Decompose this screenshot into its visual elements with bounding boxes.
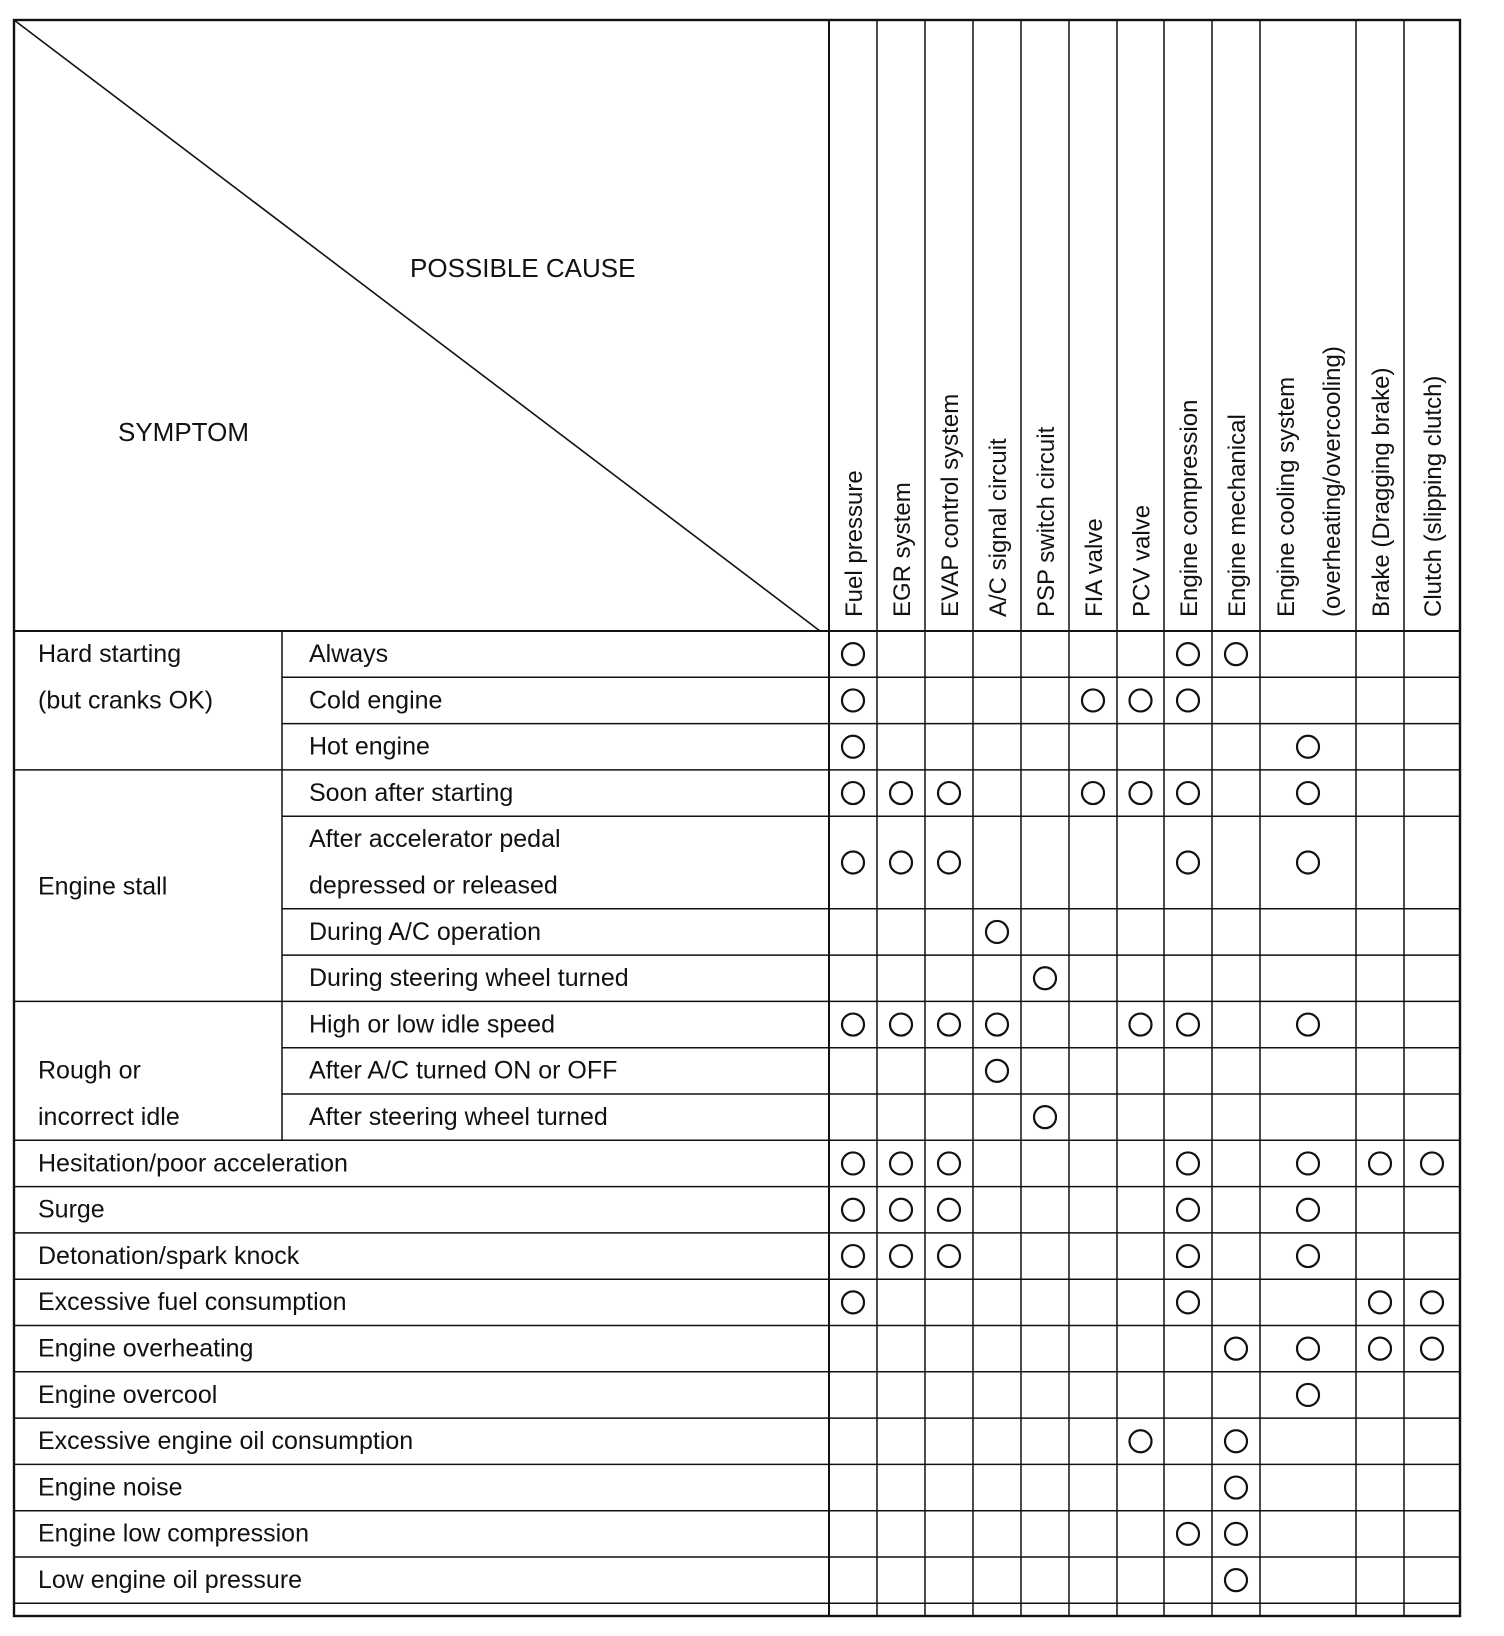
symptom-label: Hesitation/poor acceleration [38, 1149, 348, 1178]
symptom-label: Surge [38, 1195, 105, 1224]
cause-header-label: A/C signal circuit [985, 438, 1012, 617]
cause-mark [986, 1014, 1008, 1036]
cause-header [985, 438, 1012, 617]
cause-header [1368, 368, 1395, 617]
cause-mark [1177, 1245, 1199, 1267]
cause-mark [938, 852, 960, 874]
cause-mark [842, 782, 864, 804]
cause-header [1224, 414, 1251, 617]
cause-mark [986, 921, 1008, 943]
cause-mark [1177, 689, 1199, 711]
symptom-detail: Soon after starting [309, 778, 514, 807]
cause-mark [1177, 1199, 1199, 1221]
cause-mark [842, 1245, 864, 1267]
symptom-detail: After A/C turned ON or OFF [309, 1056, 618, 1085]
cause-mark [1177, 1291, 1199, 1313]
cause-mark [938, 1199, 960, 1221]
cause-mark [1297, 1014, 1319, 1036]
cause-mark [938, 782, 960, 804]
cause-mark [890, 1014, 912, 1036]
symptom-group-label: Hard starting [38, 640, 182, 668]
cause-mark [890, 852, 912, 874]
cause-header-label: EVAP control system [937, 393, 964, 617]
cause-mark [842, 852, 864, 874]
cause-header [1176, 400, 1203, 617]
cause-header-label: Engine mechanical [1224, 414, 1251, 617]
cause-mark [1225, 1523, 1247, 1545]
cause-mark [890, 782, 912, 804]
cause-mark [1177, 643, 1199, 665]
cause-header-label: PCV valve [1128, 504, 1156, 617]
cause-header [1033, 426, 1060, 617]
cause-header-label: Brake (Dragging brake) [1368, 367, 1395, 617]
symptom-detail: After accelerator pedal [309, 825, 561, 854]
cause-header [1129, 505, 1156, 617]
symptom-label: Engine overheating [38, 1334, 254, 1363]
cause-mark [938, 1245, 960, 1267]
cause-mark [842, 1014, 864, 1036]
table-border [14, 20, 1460, 1616]
cause-mark [938, 1152, 960, 1174]
symptom-detail: During A/C operation [309, 917, 542, 946]
symptom-detail: depressed or released [309, 871, 558, 900]
symptom-labels [38, 640, 629, 1594]
cause-mark [890, 1245, 912, 1267]
cause-mark [986, 1060, 1008, 1082]
cause-mark [1297, 852, 1319, 874]
cause-mark [1034, 967, 1056, 989]
symptom-label: Engine low compression [38, 1519, 309, 1548]
cause-header [889, 482, 916, 617]
cause-mark [842, 1152, 864, 1174]
symptom-detail: During steering wheel turned [309, 964, 629, 993]
cause-mark [1225, 1430, 1247, 1452]
cause-mark [1177, 1523, 1199, 1545]
cause-marks [842, 643, 1443, 1591]
cause-mark [1177, 782, 1199, 804]
cause-header [1081, 518, 1108, 617]
cause-mark [1082, 689, 1104, 711]
cause-header [1273, 346, 1346, 617]
symptom-label: Detonation/spark knock [38, 1241, 300, 1270]
cause-header [841, 470, 868, 617]
cause-mark [1369, 1152, 1391, 1174]
cause-mark [842, 643, 864, 665]
cause-mark [1369, 1338, 1391, 1360]
cause-mark [1177, 1014, 1199, 1036]
cause-mark [1130, 1430, 1152, 1452]
cause-mark [1130, 1014, 1152, 1036]
cause-mark [1297, 736, 1319, 758]
symptom-label: SYMPTOM [118, 417, 249, 447]
symptom-label: Excessive engine oil consumption [38, 1427, 414, 1456]
symptom-detail: Cold engine [309, 686, 443, 715]
cause-mark [1225, 1477, 1247, 1499]
cause-mark [1369, 1291, 1391, 1313]
symptom-label: Engine noise [38, 1473, 183, 1502]
symptom-detail: Always [309, 640, 389, 668]
cause-mark [842, 736, 864, 758]
cause-mark [842, 1291, 864, 1313]
symptom-label: Low engine oil pressure [38, 1566, 303, 1594]
header-diagonal [14, 20, 820, 631]
cause-mark [1034, 1106, 1056, 1128]
symptom-detail: Hot engine [309, 732, 430, 761]
cause-mark [1297, 1338, 1319, 1360]
cause-header [1420, 376, 1447, 617]
cause-mark [1177, 852, 1199, 874]
cause-mark [1225, 1569, 1247, 1591]
symptom-group-label: (but cranks OK) [38, 686, 214, 715]
cause-mark [842, 689, 864, 711]
cause-mark [938, 1014, 960, 1036]
symptom-group-label: Engine stall [38, 872, 168, 901]
chart-grid [14, 20, 1460, 1616]
cause-mark [1297, 1152, 1319, 1174]
symptom-label: Excessive fuel consumption [38, 1288, 347, 1317]
cause-mark [1421, 1152, 1443, 1174]
cause-mark [1297, 1245, 1319, 1267]
cause-mark [890, 1152, 912, 1174]
symptom-detail: High or low idle speed [309, 1010, 555, 1039]
cause-mark [1177, 1152, 1199, 1174]
cause-mark [1421, 1338, 1443, 1360]
cause-header [937, 394, 964, 617]
symptom-group-label: Rough or [38, 1056, 141, 1085]
cause-header-label: Clutch (slipping clutch) [1420, 375, 1447, 617]
cause-mark [1297, 782, 1319, 804]
cause-mark [890, 1199, 912, 1221]
cause-mark [1297, 1199, 1319, 1221]
cause-header-label: Engine cooling system [1273, 376, 1300, 617]
cause-mark [842, 1199, 864, 1221]
cause-mark [1297, 1384, 1319, 1406]
symptom-detail: After steering wheel turned [309, 1103, 608, 1131]
cause-header-label: EGR system [889, 482, 916, 617]
cause-mark [1225, 1338, 1247, 1360]
cause-header-label: Fuel pressure [841, 470, 868, 617]
possible-cause-label: POSSIBLE CAUSE [410, 253, 636, 283]
cause-mark [1082, 782, 1104, 804]
cause-header-label: PSP switch circuit [1033, 426, 1060, 617]
cause-mark [1130, 689, 1152, 711]
cause-header-label: FIA valve [1081, 518, 1108, 617]
symptom-label: Engine overcool [38, 1380, 218, 1409]
cause-mark [1130, 782, 1152, 804]
cause-header-label: (overheating/overcooling) [1319, 346, 1346, 617]
symptom-group-label: incorrect idle [38, 1103, 180, 1131]
cause-mark [1421, 1291, 1443, 1313]
cause-header-label: Engine compression [1176, 399, 1203, 617]
cause-mark [1225, 643, 1247, 665]
